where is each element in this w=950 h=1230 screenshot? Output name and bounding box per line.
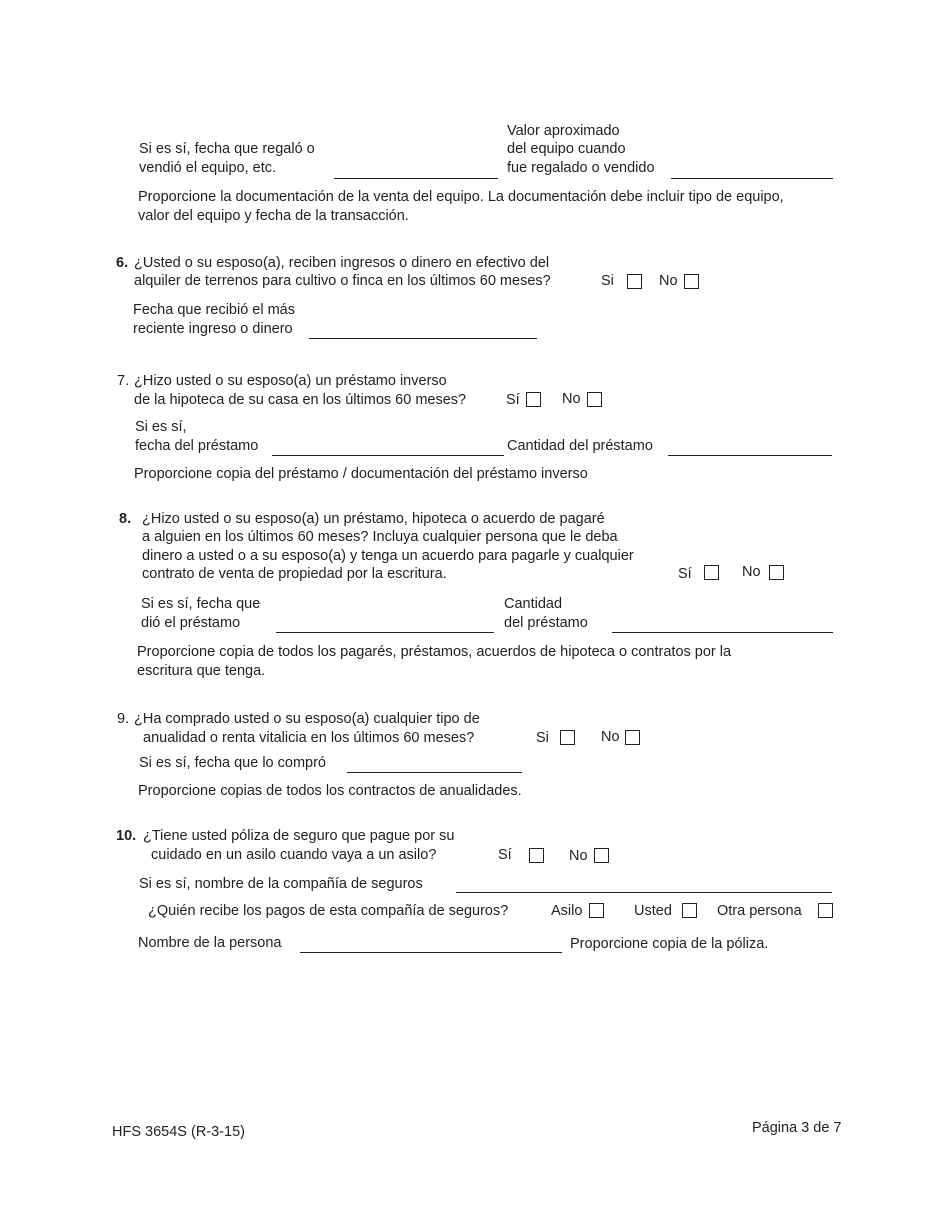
q7-note: Proporcione copia del préstamo / documentación del préstamo inverso — [134, 466, 588, 482]
q7-amount-label: Cantidad del préstamo — [507, 438, 653, 454]
q8-amount-label-1: Cantidad — [504, 596, 563, 612]
q8-question-3: dinero a usted o a su esposo(a) y tenga un acuerdo para pagarle y cualquier — [142, 548, 634, 564]
q6-yes-checkbox[interactable] — [627, 274, 642, 289]
q10-question-2: cuidado en un asilo cuando vaya a un asilo? — [151, 847, 437, 863]
equipment-note-1: Proporcione la documentación de la venta del equipo. La documentación debe incluir tipo de equipo, — [138, 189, 784, 205]
q7-date-label-2: fecha del préstamo — [135, 438, 259, 454]
q9-note: Proporcione copias de todos los contractos de anualidades. — [138, 783, 522, 799]
q6-date-field[interactable] — [309, 338, 537, 339]
equipment-date-label-1: Si es sí, fecha que regaló o — [139, 141, 315, 157]
q10-person-label: Nombre de la persona — [138, 935, 282, 951]
q9-yes-label: Si — [536, 730, 549, 746]
q8-date-field[interactable] — [276, 632, 494, 633]
q6-no-label: No — [659, 273, 678, 289]
q7-date-label-1: Si es sí, — [135, 419, 187, 435]
q10-question-1: ¿Tiene usted póliza de seguro que pague por su — [143, 828, 455, 844]
q8-date-label-2: dió el préstamo — [141, 615, 241, 631]
q10-company-label: Si es sí, nombre de la compañía de seguros — [139, 876, 423, 892]
q10-payee-other-checkbox[interactable] — [818, 903, 833, 918]
q9-question-2: anualidad o renta vitalicia en los últimos 60 meses? — [143, 730, 475, 746]
q10-yes-checkbox[interactable] — [529, 848, 544, 863]
q10-payee-asilo-checkbox[interactable] — [589, 903, 604, 918]
equipment-value-field[interactable] — [671, 178, 833, 179]
q8-question-1: ¿Hizo usted o su esposo(a) un préstamo, hipoteca o acuerdo de pagaré — [142, 511, 605, 527]
q6-yes-label: Si — [601, 273, 614, 289]
equipment-note-2: valor del equipo y fecha de la transacción. — [138, 208, 409, 224]
q10-company-field[interactable] — [456, 892, 832, 893]
q6-no-checkbox[interactable] — [684, 274, 699, 289]
q7-question-2: de la hipoteca de su casa en los últimos 60 meses? — [134, 392, 467, 408]
q8-question-2: a alguien en los últimos 60 meses? Incluya cualquier persona que le deba — [142, 529, 618, 545]
q7-amount-field[interactable] — [668, 455, 832, 456]
q10-payee-asilo-label: Asilo — [551, 903, 583, 919]
q8-no-label: No — [742, 564, 761, 580]
q9-number: 9. — [117, 711, 130, 727]
q6-number: 6. — [116, 255, 129, 271]
q9-no-label: No — [601, 729, 620, 745]
q7-no-label: No — [562, 391, 581, 407]
q8-date-label-1: Si es sí, fecha que — [141, 596, 261, 612]
q8-amount-label-2: del préstamo — [504, 615, 588, 631]
q9-question-1: ¿Ha comprado usted o su esposo(a) cualquier tipo de — [134, 711, 480, 727]
q10-payee-other-label: Otra persona — [717, 903, 802, 919]
equipment-date-label-2: vendió el equipo, etc. — [139, 160, 277, 176]
q10-no-label: No — [569, 848, 588, 864]
q9-date-label: Si es sí, fecha que lo compró — [139, 755, 326, 771]
q9-yes-checkbox[interactable] — [560, 730, 575, 745]
equipment-value-label-1: Valor aproximado — [507, 123, 620, 139]
q6-question-1: ¿Usted o su esposo(a), reciben ingresos o dinero en efectivo del — [134, 255, 550, 271]
q10-payee-usted-label: Usted — [634, 903, 672, 919]
q9-no-checkbox[interactable] — [625, 730, 640, 745]
equipment-value-label-2: del equipo cuando — [507, 141, 626, 157]
q10-no-checkbox[interactable] — [594, 848, 609, 863]
q8-question-4: contrato de venta de propiedad por la escritura. — [142, 566, 447, 582]
q10-payee-question: ¿Quién recibe los pagos de esta compañía de seguros? — [148, 903, 509, 919]
q7-yes-checkbox[interactable] — [526, 392, 541, 407]
q8-number: 8. — [119, 511, 132, 527]
q7-yes-label: Sí — [506, 392, 520, 408]
q7-question-1: ¿Hizo usted o su esposo(a) un préstamo inverso — [134, 373, 447, 389]
q6-date-label-1: Fecha que recibió el más — [133, 302, 295, 318]
q7-number: 7. — [117, 373, 130, 389]
form-id: HFS 3654S (R-3-15) — [112, 1124, 245, 1140]
q8-yes-label: Sí — [678, 566, 692, 582]
q7-date-field[interactable] — [272, 455, 504, 456]
q8-no-checkbox[interactable] — [769, 565, 784, 580]
q6-date-label-2: reciente ingreso o dinero — [133, 321, 293, 337]
q10-person-field[interactable] — [300, 952, 562, 953]
q8-yes-checkbox[interactable] — [704, 565, 719, 580]
q7-no-checkbox[interactable] — [587, 392, 602, 407]
q10-yes-label: Sí — [498, 847, 512, 863]
q10-payee-usted-checkbox[interactable] — [682, 903, 697, 918]
page-number: Página 3 de 7 — [752, 1120, 842, 1136]
q10-note: Proporcione copia de la póliza. — [570, 936, 769, 952]
q10-number: 10. — [116, 828, 137, 844]
q8-amount-field[interactable] — [612, 632, 833, 633]
equipment-value-label-3: fue regalado o vendido — [507, 160, 655, 176]
equipment-date-field[interactable] — [334, 178, 498, 179]
q8-note-1: Proporcione copia de todos los pagarés, préstamos, acuerdos de hipoteca o contratos por la — [137, 644, 732, 660]
q6-question-2: alquiler de terrenos para cultivo o finca en los últimos 60 meses? — [134, 273, 551, 289]
q9-date-field[interactable] — [347, 772, 522, 773]
q8-note-2: escritura que tenga. — [137, 663, 266, 679]
